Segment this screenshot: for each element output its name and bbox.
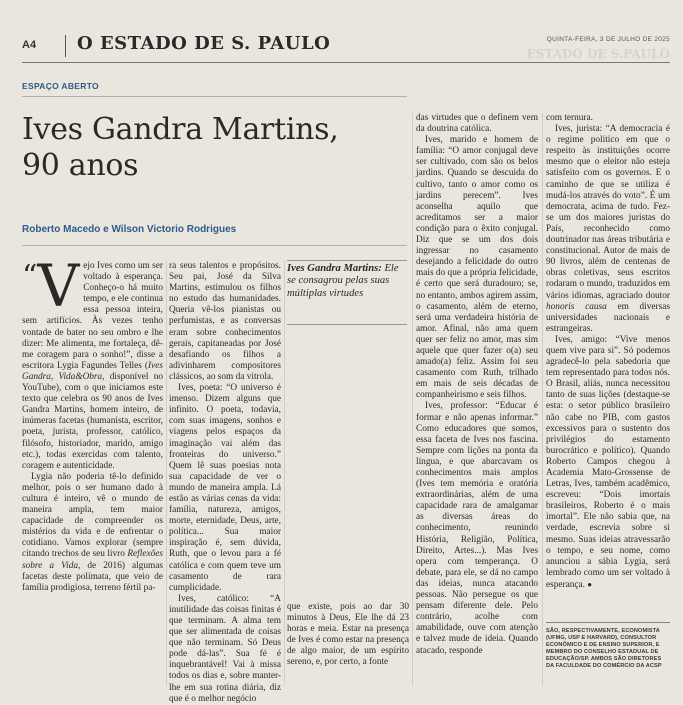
paragraph: Ives, poeta: “O universo é imenso. Dizem alguns que infinito. O poeta, todavia, com suas imagens, sonhos e viagens pelos espaços da imaginação vai além das fronteiras do universo.” Quem lê suas poesias nota sua capacidade de ver o mundo de maneira ampla. Lá estão as várias cenas da vida: família, natureza, amigos, morte, eternidade, Deus, arte, política... Sua maior inspiração é, sem dúvida, Ruth, que o levou para a fé católica e com quem teve um casamento de rara cumplicidade. <box>169 383 281 593</box>
paragraph-text: ejo Ives como um ser voltado à esperança. Conheço-o há muito tempo, e ele continua essa pessoa inteira, sem artifícios. Às vezes tenho vontade de bater no seu ombro e lhe dizer: Me alimenta, me fortaleça, dê-me coragem para o sonho!”, disse a escritora Lygia Fagundes Telles ( <box>22 261 163 371</box>
paragraph-text: Lygia não poderia tê-lo definido melhor, pois o ser humano dado à cultura é inteiro, vê o mundo de maneira ampla, tem maior capacidade de compreender os mistérios da vida e de enfrentar o cotidiano. Vamos explorar (sempre citando trechos de seu livro <box>22 471 163 560</box>
column-separator <box>412 113 413 686</box>
author-bio: SÃO, RESPECTIVAMENTE, ECONOMISTA (UFMG, USP E HARVARD), CONSULTOR ECONÔMICO E DE ENSINO SUPERIOR, E MEMBRO DO CONSELHO ESTADUAL DE EDUCAÇÃO/SP. AMBOS SÃO DIRETORES DA FACULDADE DO COMÉRCIO DA ACSP <box>546 628 662 669</box>
book-title: Reflexões sobre a Vida <box>22 549 163 571</box>
bio-rule <box>546 622 670 623</box>
bleed-through-text: ESTADO DE S.PAULO <box>526 47 670 61</box>
column-separator <box>166 261 167 686</box>
paragraph <box>546 124 670 335</box>
title-line-2: 90 anos <box>22 148 139 183</box>
drop-cap: V <box>37 252 80 320</box>
paragraph: com ternura. <box>546 113 593 123</box>
masthead-rule <box>22 62 670 63</box>
page-number: A4 <box>22 39 37 51</box>
paragraph: das virtudes que o definem vem da doutrina católica. <box>416 113 538 135</box>
paragraph-text: Ives, jurista: “A democracia é o regime político em que o respeito às instituições ocorre mesmo que o eleitor não esteja satisfeito com os governos. E o caminho de que se utiliza é mudá-los através do voto”. É um democrata, acima de tudo. Fez-se um dos maiores juristas do País, reconhecido como doutrinador nas áreas tributária e constitucional. Autor de mais de 90 livros, além de centenas de obras coletivas, seus escritos rodaram o mundo, traduzidos em vários idiomas, agraciado doutor <box>546 124 670 301</box>
paragraph-text: Ives, amigo: “Vive menos quem vive para si”. Só podemos agradecê-lo pela sabedoria que tem representado para todos nós. O Brasil, aliás, nunca necessitou tanto de suas lições (destaque-se esta: o setor público brasileiro não cabe no PIB, com gastos excessivos para o sustento dos privilégios do estamento burocrático e político). Quando Roberto Campos chegou à Academia Mato-Grossense de Letras, Ives, também acadêmico, escreveu: “Dois imortais brasileiros, Roberto é o mais imortal”. Ele não sabia que, na verdade, escrevia sobre si mesmo. Suas ideias atravessarão o tempo, e seu nome, como anunciou a sábia Lygia, será lembrado como um ser voltado à esperança. <box>546 334 670 590</box>
article-column-1 <box>22 252 164 689</box>
masthead-separator <box>65 35 66 57</box>
paragraph-text: , disponível no YouTube), com o que iniciamos este texto que celebra os 90 anos de Ives Gandra Martins, homem inteiro, de inúmeras facetas (humanista, escritor, poeta, jurista, professor, católico, filósofo, historiador, marido, amigo etc.), todas exercidas com talento, coragem e autenticidade. <box>22 371 163 471</box>
paragraph-text: em diversas universidades nacionais e estrangeiras. <box>546 301 670 334</box>
masthead <box>22 33 670 59</box>
drop-quote-mark: “ <box>22 259 38 294</box>
end-of-article-icon: ● <box>587 579 593 589</box>
pull-quote-text: Ele se consagrou pelas suas múltiplas virtudes <box>287 263 399 299</box>
authors-rule <box>22 245 407 246</box>
publication-date: QUINTA-FEIRA, 3 DE JULHO DE 2025 <box>546 36 670 43</box>
paragraph: Ives, católico: “A inutilidade das coisas finitas é que terminam. A alma tem que ser alimentada de coisas que não terminam. Só Deus pode dá-las”. Sua fé é inquebrantável! Vai à missa todos os dias e, sobre manter-lhe em sua rotina diária, diz que é o melhor negócio <box>169 593 281 704</box>
paragraph-text: , de 2016) algumas facetas deste polímata, que veio de família prodigiosa, terreno fértil pa- <box>22 560 164 593</box>
article-column-2 <box>169 261 281 704</box>
book-title: Ives Gandra, Vida&Obra <box>22 360 163 382</box>
article-column-5 <box>546 113 670 623</box>
paragraph: que existe, pois ao dar 30 minutos à Deus, Ele lhe dá 23 horas e meia. Estar na presença de Ives é como estar na presença de algo maior, de um espírito sereno, e, por certo, a fonte <box>287 602 409 668</box>
pull-quote <box>287 263 407 300</box>
paragraph: Ives, professor: “Educar é formar e não apenas informar.” Como educadores que somos, essa faceta de Ives nos fascina. Sempre com lições na ponta da língua, e que abarcavam os conhecimentos mais amplos (Ives tem memória e oratória extraordinárias, além de uma capacidade rara de amalgamar as diversas áreas do conhecimento, reunindo História, Religião, Política, Direito, Artes...). Mas Ives opera com temperança. O debate, para ele, se dá no campo das ideias, nunca atacando pessoas. Não persegue os que pensam diferente dele. Pelo contrário, acolhe com amabilidade, ouve com atenção e talvez mude de ideia. Quando atacado, responde <box>416 401 538 656</box>
section-label: ESPAÇO ABERTO <box>22 81 99 91</box>
article-title <box>22 112 402 184</box>
paragraph <box>546 335 670 591</box>
column-separator <box>542 113 543 686</box>
newspaper-name: O ESTADO DE S. PAULO <box>77 33 331 54</box>
section-rule <box>22 96 407 97</box>
paragraph: ra seus talentos e propósitos. Seu pai, José da Silva Martins, estimulou os filhos no estudo das humanidades. Queria vê-los pianistas ou perfumistas, e as conversas eram sobre conhecimentos gerais, capitaneadas por José desafiando os filhos a adivinharem compositores clássicos, ao som da vitrola. <box>169 261 281 382</box>
pull-quote-rule <box>287 324 407 325</box>
latin-term: honoris causa <box>546 301 607 312</box>
paragraph <box>22 472 163 594</box>
article-column-4 <box>416 113 538 690</box>
paragraph: Ives, marido e homem de família: “O amor conjugal deve ser cultivado, com são os belos jardins. Quando se descuida do cultivo, tanto o amor como os jardins perecem”. Ives aconselha aquilo que acreditamos ser a maior condição para o êxito conjugal. Diz que se um dos dois ingressar no casamento desejando a felicidade do outro mais do que a própria felicidade, é certo que será duradouro; se, no entanto, ambos agirem assim, o casamento, além de eterno, será uma verdadeira história de amor. Afinal, não ama quem quer ser feliz no amor, mas sim aquele que quer fazer o(a) seu amado(a) feliz. Assim foi seu casamento com Ruth, trilhado em mais de seis décadas de companheirismo e seis filhos. <box>416 135 538 401</box>
article-authors: Roberto Macedo e Wilson Victorio Rodrigues <box>22 224 237 235</box>
pull-quote-lead: Ives Gandra Martins: <box>287 263 382 274</box>
title-line-1: Ives Gandra Martins, <box>22 112 339 147</box>
column-separator <box>284 261 285 686</box>
paragraph <box>22 252 163 472</box>
pull-quote-rule <box>287 260 407 261</box>
article-column-3 <box>287 602 409 690</box>
